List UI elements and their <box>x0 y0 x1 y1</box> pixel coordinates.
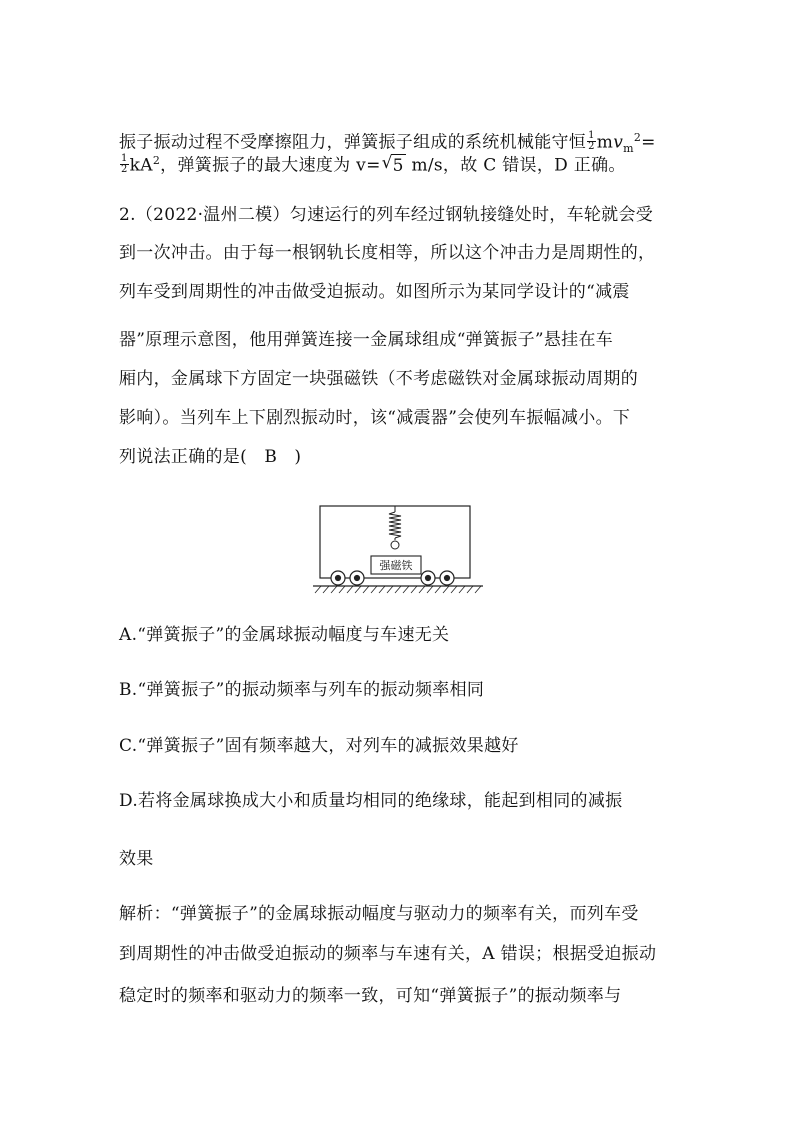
magnet-label: 强磁铁 <box>379 559 413 572</box>
velocity-symbol: v <box>613 132 624 153</box>
question-line-6: 影响）。当列车上下剧烈振动时，该“减震器”会使列车振幅减小。下 <box>119 408 631 428</box>
mass-symbol: m <box>596 132 614 153</box>
analysis-line-1: 解析：“弹簧振子”的金属球振动幅度与驱动力的频率有关，而列车受 <box>119 904 639 924</box>
option-d-line-2: 效果 <box>119 849 154 869</box>
question-line-3: 列车受到周期性的冲击做受迫振动。如图所示为某同学设计的“减震 <box>119 282 630 302</box>
equals-sign: = <box>641 132 656 153</box>
question-line-7: 列说法正确的是( B ) <box>119 447 302 467</box>
question-line-4: 器”原理示意图，他用弹簧连接一金属球组成“弹簧振子”悬挂在车 <box>119 330 614 350</box>
wheel <box>355 576 360 581</box>
metal-ball <box>391 541 399 549</box>
analysis-line-2: 到周期性的冲击做受迫振动的频率与车速有关，A 错误；根据受迫振动 <box>119 944 657 964</box>
fraction-numerator: 1 <box>121 152 128 164</box>
velocity-superscript: 2 <box>633 131 642 144</box>
question-line-2: 到一次冲击。由于每一根钢轨长度相等，所以这个冲击力是周期性的， <box>119 243 656 263</box>
fraction-numerator: 1 <box>588 129 595 141</box>
analysis-line-3: 稳定时的频率和驱动力的频率一致，可知“弹簧振子”的振动频率与 <box>119 986 622 1006</box>
fraction-half-2 <box>120 154 129 175</box>
fraction-denominator: 2 <box>588 140 595 152</box>
fraction-denominator: 2 <box>121 163 128 175</box>
intro-line-2 <box>119 150 626 177</box>
question-line-1: 2.（2022·温州二模）匀速运行的列车经过钢轨接缝处时，车轮就会受 <box>119 205 654 225</box>
intro-text-mid: ，弹簧振子的最大速度为 v= <box>160 155 381 176</box>
wheel <box>336 576 341 581</box>
wheel <box>426 576 431 581</box>
spring <box>389 506 401 540</box>
fraction-half <box>587 131 596 152</box>
question-line-5: 厢内，金属球下方固定一块强磁铁（不考虑磁铁对金属球振动周期的 <box>119 369 638 389</box>
option-d-line-1: D.若将金属球换成大小和质量均相同的绝缘球，能起到相同的减振 <box>119 791 623 811</box>
wheel <box>445 576 450 581</box>
option-c: C.“弹簧振子”固有频率越大，对列车的减振效果越好 <box>119 736 519 756</box>
option-b: B.“弹簧振子”的振动频率与列车的振动频率相同 <box>119 680 485 700</box>
sqrt-expression <box>391 154 406 177</box>
shock-absorber-diagram <box>313 500 483 596</box>
intro-text: 振子振动过程不受摩擦阻力，弹簧振子组成的系统机械能守恒 <box>119 132 587 153</box>
velocity-subscript: m <box>623 142 634 156</box>
sqrt-value: 5 <box>392 155 404 176</box>
amplitude-superscript: 2 <box>152 154 161 167</box>
ground-hatching <box>315 586 481 593</box>
option-a: A.“弹簧振子”的金属球振动幅度与车速无关 <box>119 625 450 645</box>
intro-text-post: m/s，故 C 错误，D 正确。 <box>405 155 626 176</box>
kA-term: kA <box>129 155 153 176</box>
